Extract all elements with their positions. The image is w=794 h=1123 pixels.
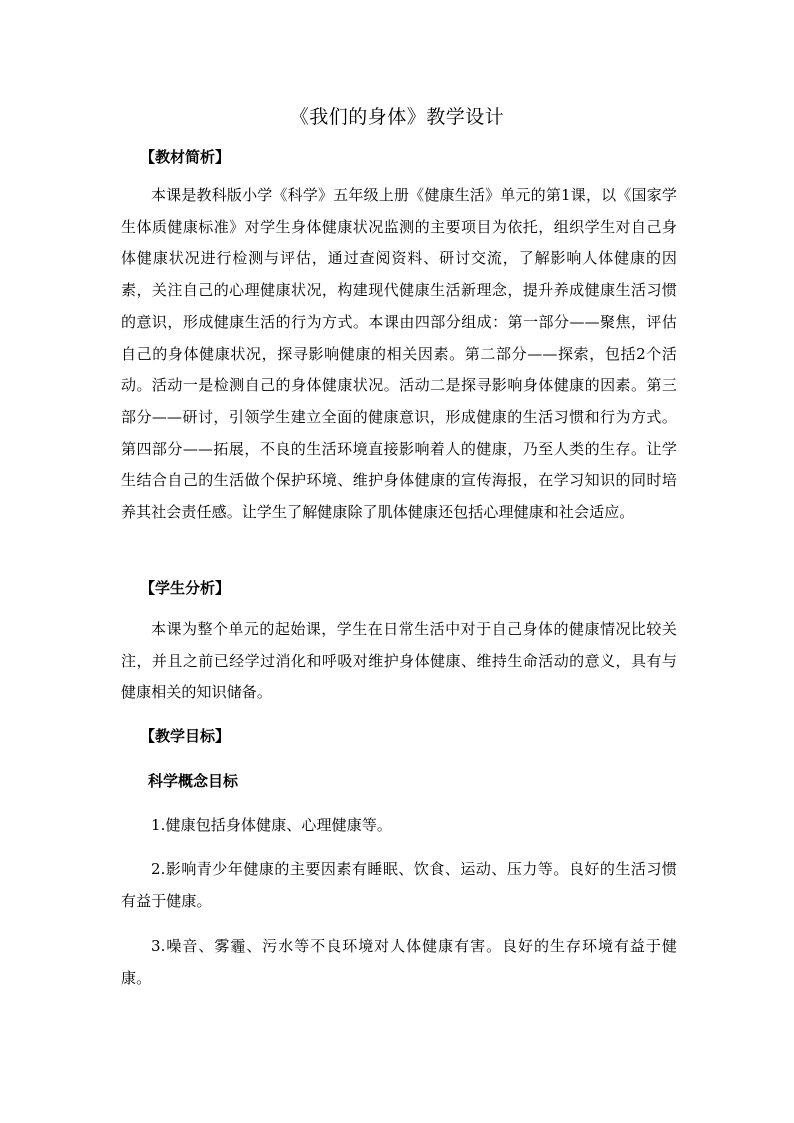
- section-heading-students: 【学生分析】: [140, 579, 231, 597]
- objective-item: 3.噪音、雾霾、污水等不良环境对人体健康有害。良好的生存环境有益于健康。: [121, 937, 677, 987]
- objective-item: 2.影响青少年健康的主要因素有睡眠、饮食、运动、压力等。良好的生活习惯有益于健康。: [121, 860, 677, 910]
- section-heading-objectives: 【教学目标】: [140, 727, 231, 745]
- materials-paragraph: 本课是教科版小学《科学》五年级上册《健康生活》单元的第1课，以《国家学生体质健康标准》对学生身体健康状况监测的主要项目为依托，组织学生对自己身体健康状况进行检测与评估，通过查阅资料、研讨交流，了解影响人体健康的因素，关注自己的心理健康状况，构建现代健康生活新理念，提升养成健康生活习惯的意识，形成健康生活的行为方式。本课由四部分组成：第一部分——聚焦，评估自己的身体健康状况，探寻影响健康的相关因素。第二部分——探索，包括2个活动。活动一是检测自己的身体健康状况。活动二是探寻影响身体健康的因素。第三部分——研讨，引领学生建立全面的健康意识，形成健康的生活习惯和行为方式。第四部分——拓展，不良的生活环境直接影响着人的健康，乃至人类的生存。让学生结合自己的生活做个保护环境、维护身体健康的宣传海报，在学习知识的同时培养其社会责任感。让学生了解健康除了肌体健康还包括心理健康和社会适应。: [121, 186, 677, 522]
- objective-item: 1.健康包括身体健康、心理健康等。: [151, 816, 393, 834]
- section-heading-materials: 【教材简析】: [140, 148, 231, 166]
- objectives-sub-heading: 科学概念目标: [148, 772, 239, 790]
- students-paragraph: 本课为整个单元的起始课，学生在日常生活中对于自己身体的健康情况比较关注，并且之前已经学过消化和呼吸对维护身体健康、维持生命活动的意义，具有与健康相关的知识储备。: [121, 620, 677, 701]
- document-title: 《我们的身体》教学设计: [289, 106, 505, 128]
